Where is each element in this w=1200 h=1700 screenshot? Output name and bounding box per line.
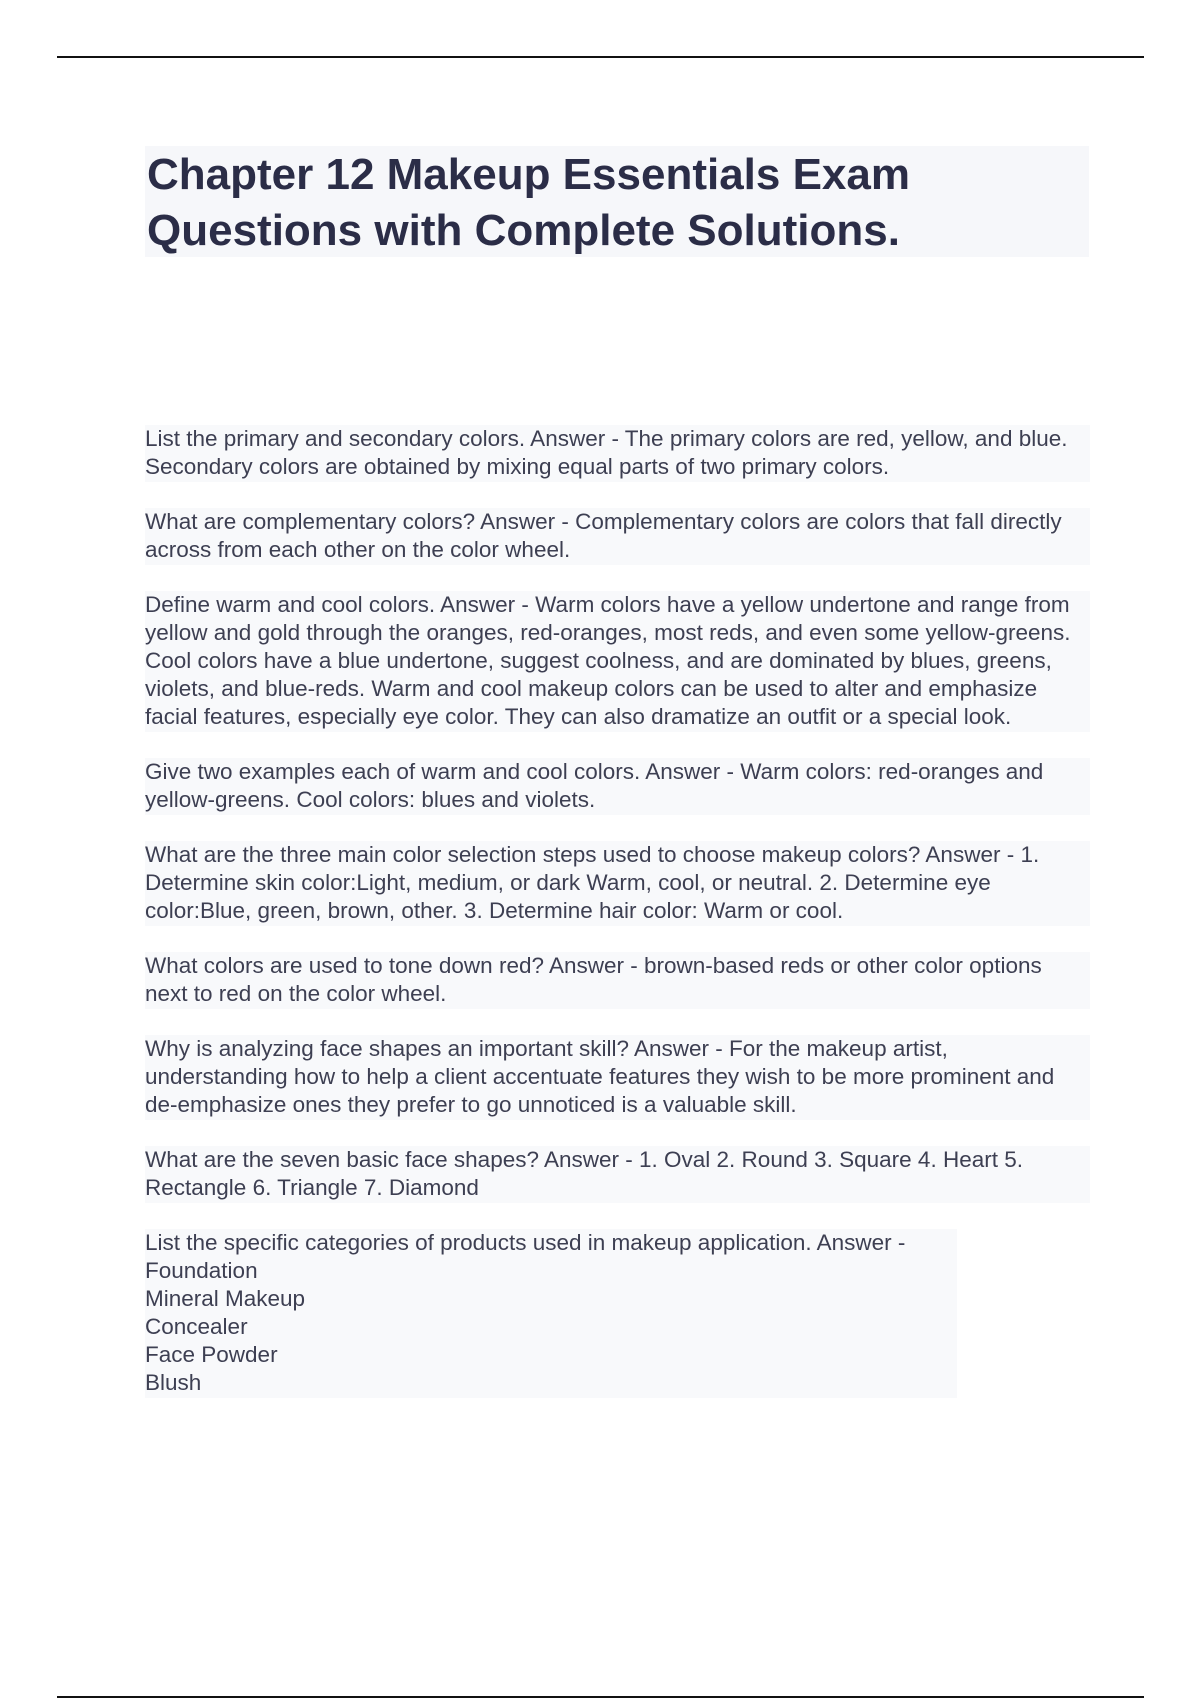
qa-item-complementary-colors: What are complementary colors? Answer - Complementary colors are colors that fall directly across from each other on the color wheel.	[145, 508, 1090, 565]
qa-item-seven-face-shapes: What are the seven basic face shapes? Answer - 1. Oval 2. Round 3. Square 4. Heart 5. Rectangle 6. Triangle 7. Diamond	[145, 1146, 1090, 1203]
bottom-divider	[57, 1696, 1144, 1698]
top-divider	[57, 56, 1144, 58]
qa-item-tone-down-red: What colors are used to tone down red? Answer - brown-based reds or other color options next to red on the color wheel.	[145, 952, 1090, 1009]
qa-item-warm-cool-colors: Define warm and cool colors. Answer - Warm colors have a yellow undertone and range from yellow and gold through the oranges, red-oranges, most reds, and even some yellow-greens. Cool colors have a blue undertone, suggest coolness, and are dominated by blues, greens, violets, and blue-reds. Warm and cool makeup colors can be used to alter and emphasize facial features, especially eye color. They can also dramatize an outfit or a special look.	[145, 591, 1090, 732]
qa-item-product-categories: List the specific categories of products used in makeup application. Answer - Foundation Mineral Makeup Concealer Face Powder Blush	[145, 1229, 957, 1398]
qa-item-face-shapes-skill: Why is analyzing face shapes an important skill? Answer - For the makeup artist, understanding how to help a client accentuate features they wish to be more prominent and de-emphasize ones they prefer to go unnoticed is a valuable skill.	[145, 1035, 1090, 1120]
qa-item-primary-secondary-colors: List the primary and secondary colors. Answer - The primary colors are red, yellow, and blue. Secondary colors are obtained by mixing equal parts of two primary colors.	[145, 425, 1090, 482]
qa-list	[145, 425, 1090, 1424]
qa-item-color-selection-steps: What are the three main color selection steps used to choose makeup colors? Answer - 1. Determine skin color:Light, medium, or dark Warm, cool, or neutral. 2. Determine eye color:Blue, green, brown, other. 3. Determine hair color: Warm or cool.	[145, 841, 1090, 926]
qa-item-warm-cool-examples: Give two examples each of warm and cool colors. Answer - Warm colors: red-oranges and yellow-greens. Cool colors: blues and violets.	[145, 758, 1090, 815]
title-block	[145, 146, 1089, 257]
page-title: Chapter 12 Makeup Essentials Exam Questions with Complete Solutions.	[147, 150, 910, 255]
